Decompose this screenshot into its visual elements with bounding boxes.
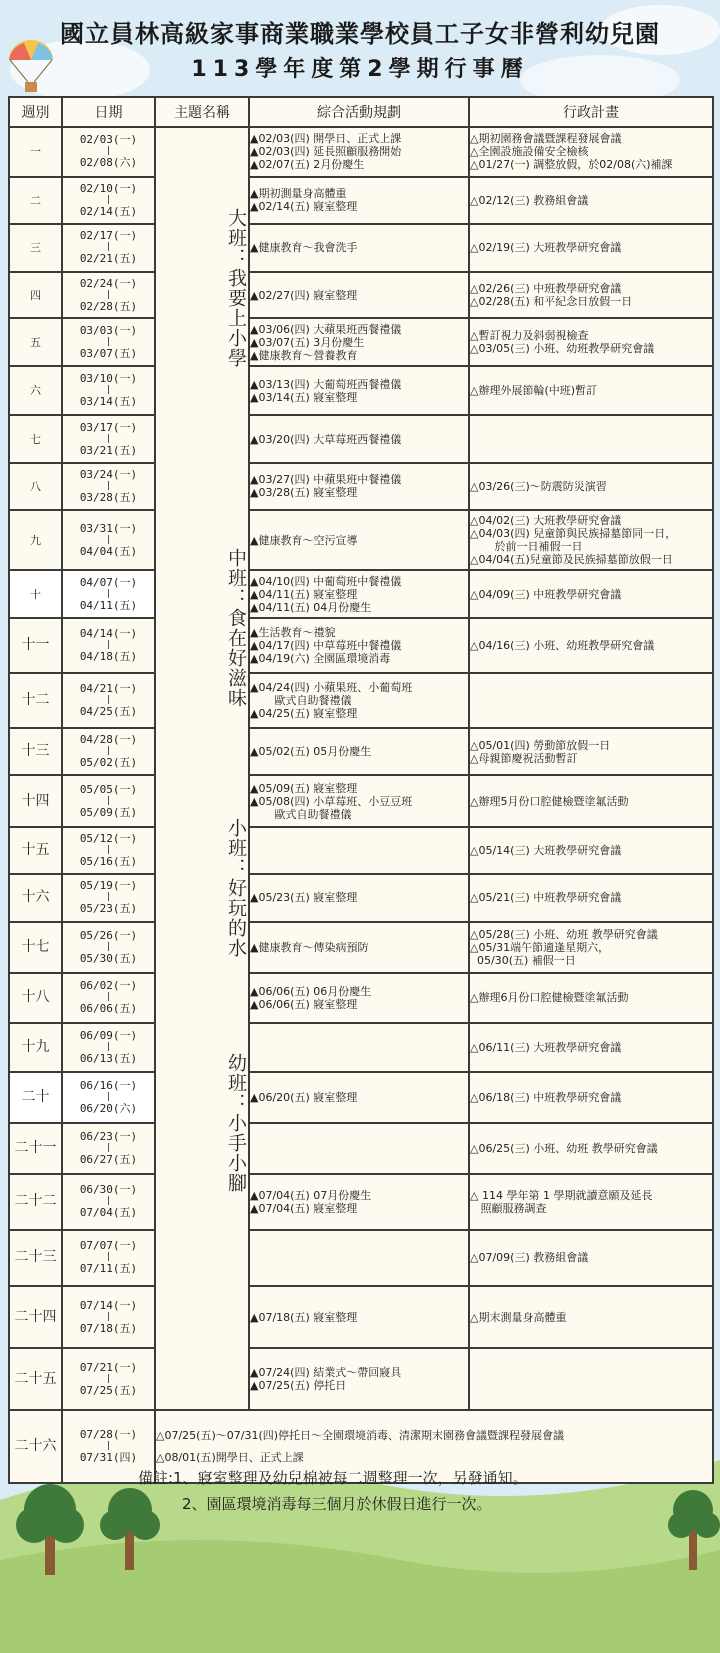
date-start: 02/03(一) (79, 133, 138, 147)
table-row (9, 415, 713, 463)
date-start: 04/14(一) (79, 627, 138, 641)
date-end: 06/27(五) (79, 1152, 138, 1166)
activity-line: ▲健康教育～空污宣導 (250, 533, 358, 547)
activity-cell (249, 922, 469, 973)
activity-line: ▲03/06(四) 大蘋果班西餐禮儀 (250, 322, 402, 336)
table-row (9, 922, 713, 973)
date-separator: | (105, 534, 112, 545)
activity-cell (249, 318, 469, 366)
activity-line: ▲07/04(五) 寢室整理 (250, 1201, 358, 1215)
date-start: 06/30(一) (79, 1183, 138, 1197)
table-row (9, 673, 713, 728)
admin-line: 於前一日補假一日 (470, 540, 583, 554)
date-end: 04/18(五) (79, 650, 138, 664)
date-start: 05/19(一) (79, 879, 138, 893)
date-start: 03/24(一) (79, 467, 138, 481)
date-cell (62, 922, 155, 973)
activity-cell (249, 463, 469, 510)
admin-line: △04/16(三) 小班、幼班教學研究會議 (470, 639, 655, 653)
activity-cell (249, 874, 469, 922)
date-cell (62, 127, 155, 177)
activity-line: 歐式自助餐禮儀 (250, 694, 352, 708)
date-start: 07/28(一) (79, 1428, 138, 1441)
week-cell: 二十四 (9, 1286, 62, 1348)
admin-cell (469, 463, 713, 510)
date-cell (62, 1123, 155, 1174)
calendar-table (8, 96, 714, 1484)
date-cell (62, 775, 155, 827)
date-cell (62, 272, 155, 319)
activity-line: ▲07/18(五) 寢室整理 (250, 1310, 358, 1324)
date-end: 07/25(五) (79, 1383, 138, 1397)
date-separator: | (105, 695, 112, 706)
date-end: 05/09(五) (79, 805, 138, 819)
date-separator: | (105, 1373, 112, 1384)
date-cell (62, 827, 155, 874)
week-cell: 二十六 (9, 1410, 62, 1483)
date-start: 06/23(一) (79, 1129, 138, 1143)
admin-line: △ 114 學年第 1 學期就讀意願及延長 (470, 1188, 653, 1202)
date-separator: | (105, 588, 112, 599)
admin-cell (469, 1174, 713, 1230)
activity-line: △07/25(五)～07/31(四)停托日～全園環境消毒、清潔期末園務會議暨課程發展會議 (156, 1428, 565, 1442)
activity-cell (249, 1123, 469, 1174)
date-start: 02/24(一) (79, 276, 138, 290)
date-cell (62, 177, 155, 224)
week-cell: 七 (9, 415, 62, 463)
activity-line: ▲04/11(五) 04月份慶生 (250, 600, 372, 614)
week-cell: 六 (9, 366, 62, 415)
admin-cell (469, 618, 713, 673)
activity-line: ▲05/02(五) 05月份慶生 (250, 745, 372, 759)
activity-line: ▲02/03(四) 開學日、正式上課 (250, 132, 402, 146)
admin-line: △04/02(三) 大班教學研究會議 (470, 514, 622, 528)
activity-line: ▲02/07(五) 2月份慶生 (250, 158, 365, 172)
admin-line: △期初園務會議暨課程發展會議 (470, 132, 622, 146)
admin-line: △辦理外展節輪(中班)暫訂 (470, 384, 598, 398)
date-separator: | (105, 385, 112, 396)
date-start: 04/28(一) (79, 733, 138, 747)
week-cell: 十 (9, 570, 62, 618)
date-separator: | (105, 746, 112, 757)
date-cell (62, 1072, 155, 1123)
activity-cell (249, 1023, 469, 1072)
date-separator: | (105, 336, 112, 347)
week-cell: 八 (9, 463, 62, 510)
date-start: 05/05(一) (79, 782, 138, 796)
admin-line: △全園設施設備安全檢核 (470, 145, 589, 159)
date-separator: | (105, 892, 112, 903)
activity-cell (249, 366, 469, 415)
week-cell: 十七 (9, 922, 62, 973)
table-row (9, 463, 713, 510)
page-subtitle: 113學年度第2學期行事曆 (191, 57, 529, 82)
admin-line: △04/04(五)兒童節及民族掃墓節放假一日 (470, 553, 673, 567)
activity-line: ▲03/27(四) 中蘋果班中餐禮儀 (250, 473, 402, 487)
admin-line: △03/05(三) 小班、幼班教學研究會議 (470, 342, 655, 356)
activity-line: ▲02/14(五) 寢室整理 (250, 200, 358, 214)
date-separator: | (105, 845, 112, 856)
table-header-row (9, 97, 713, 127)
activity-line: △08/01(五)開學日、正式上課 (156, 1450, 304, 1464)
week-cell: 三 (9, 224, 62, 272)
table-row (9, 1348, 713, 1410)
table-row (9, 728, 713, 775)
date-start: 06/16(一) (79, 1078, 138, 1092)
admin-cell (469, 415, 713, 463)
date-end: 07/18(五) (79, 1321, 138, 1335)
date-end: 06/20(六) (79, 1101, 138, 1115)
admin-cell (469, 366, 713, 415)
date-separator: | (105, 795, 112, 806)
activity-cell (249, 1230, 469, 1286)
table-row (9, 366, 713, 415)
date-end: 07/31(四) (79, 1451, 138, 1464)
date-cell (62, 224, 155, 272)
date-start: 04/07(一) (79, 575, 138, 589)
date-cell (62, 673, 155, 728)
theme-label: 小班：好玩的水 (225, 818, 247, 958)
column-header: 日期 (62, 97, 155, 127)
admin-line: △06/11(三) 大班教學研究會議 (470, 1040, 622, 1054)
activity-cell (249, 973, 469, 1023)
admin-line: △暫訂視力及斜弱視檢查 (470, 329, 589, 343)
date-end: 06/06(五) (79, 1002, 138, 1016)
date-cell (62, 318, 155, 366)
date-separator: | (105, 1311, 112, 1322)
date-separator: | (105, 289, 112, 300)
date-end: 07/11(五) (79, 1262, 138, 1276)
admin-cell (469, 673, 713, 728)
week-cell: 九 (9, 510, 62, 570)
activity-cell (249, 272, 469, 319)
admin-cell (469, 177, 713, 224)
date-end: 05/23(五) (79, 902, 138, 916)
date-end: 04/11(五) (79, 598, 138, 612)
date-start: 07/21(一) (79, 1360, 138, 1374)
activity-line: ▲生活教育～禮貌 (250, 626, 336, 640)
admin-line: △辦理5月份口腔健檢暨塗氟活動 (470, 794, 629, 808)
admin-line: △02/28(五) 和平紀念日放假一日 (470, 295, 633, 309)
activity-line: ▲04/17(四) 中草莓班中餐禮儀 (250, 639, 402, 653)
activity-line: 歐式自助餐禮儀 (250, 807, 352, 821)
week-cell: 二十五 (9, 1348, 62, 1410)
activity-line: ▲05/23(五) 寢室整理 (250, 891, 358, 905)
date-separator: | (105, 1041, 112, 1052)
admin-cell (469, 224, 713, 272)
date-start: 05/12(一) (79, 832, 138, 846)
admin-line: △期末測量身高體重 (470, 1310, 567, 1324)
date-cell (62, 874, 155, 922)
activity-line: ▲04/24(四) 小蘋果班、小葡萄班 (250, 681, 413, 695)
note-line-2: 2、園區環境消毒每三個月於休假日進行一次。 (182, 1495, 492, 1513)
column-header: 週別 (9, 97, 62, 127)
date-separator: | (105, 1196, 112, 1207)
date-cell (62, 1230, 155, 1286)
activity-cell (249, 510, 469, 570)
theme-label: 大班：我要上小學 (225, 208, 247, 368)
date-cell (62, 1286, 155, 1348)
date-end: 04/25(五) (79, 705, 138, 719)
date-start: 03/17(一) (79, 420, 138, 434)
date-cell (62, 415, 155, 463)
activity-cell (249, 827, 469, 874)
table-row (9, 775, 713, 827)
column-header: 行政計畫 (469, 97, 713, 127)
table-row (9, 973, 713, 1023)
calendar-body (9, 127, 713, 1483)
date-end: 03/14(五) (79, 395, 138, 409)
date-separator: | (105, 1091, 112, 1102)
date-end: 03/07(五) (79, 346, 138, 360)
date-separator: | (105, 941, 112, 952)
admin-line: 05/30(五) 補假一日 (470, 953, 576, 967)
note-line-1: 備註:1、寢室整理及幼兒棉被每二週整理一次，另發通知。 (138, 1469, 528, 1487)
table-row (9, 318, 713, 366)
admin-line: △05/28(三) 小班、幼班 教學研究會議 (470, 927, 658, 941)
admin-line: △07/09(三) 教務組會議 (470, 1251, 589, 1265)
admin-cell (469, 827, 713, 874)
page-title: 國立員林高級家事商業職業學校員工子女非營利幼兒園 (60, 20, 660, 48)
admin-cell (469, 1072, 713, 1123)
table-row (9, 1123, 713, 1174)
activity-cell (249, 1348, 469, 1410)
activity-line: ▲07/24(四) 結業式～帶回寢具 (250, 1366, 402, 1380)
activity-line: ▲健康教育～傳染病預防 (250, 940, 369, 954)
date-start: 02/17(一) (79, 229, 138, 243)
date-start: 07/14(一) (79, 1298, 138, 1312)
activity-cell (249, 570, 469, 618)
date-start: 03/31(一) (79, 521, 138, 535)
activity-cell (249, 127, 469, 177)
table-row (9, 177, 713, 224)
admin-cell (469, 973, 713, 1023)
date-cell (62, 463, 155, 510)
date-separator: | (105, 1441, 112, 1451)
week-cell: 一 (9, 127, 62, 177)
table-row (9, 827, 713, 874)
theme-label: 中班：食在好滋味 (225, 548, 247, 708)
date-start: 05/26(一) (79, 928, 138, 942)
week-cell: 二十三 (9, 1230, 62, 1286)
week-cell: 二十 (9, 1072, 62, 1123)
table-row (9, 272, 713, 319)
admin-cell (469, 1286, 713, 1348)
activity-line: ▲03/20(四) 大草莓班西餐禮儀 (250, 432, 402, 446)
date-start: 06/02(一) (79, 979, 138, 993)
column-header: 主題名稱 (155, 97, 249, 127)
date-end: 04/04(五) (79, 544, 138, 558)
admin-cell (469, 728, 713, 775)
date-cell (62, 973, 155, 1023)
activity-cell (249, 177, 469, 224)
date-start: 04/21(一) (79, 682, 138, 696)
activity-line: ▲期初測量身高體重 (250, 187, 347, 201)
activity-line: ▲03/14(五) 寢室整理 (250, 390, 358, 404)
date-end: 03/21(五) (79, 443, 138, 457)
activity-line: ▲05/09(五) 寢室整理 (250, 781, 358, 795)
activity-line: ▲健康教育～營養教育 (250, 348, 358, 362)
week-cell: 五 (9, 318, 62, 366)
date-start: 06/09(一) (79, 1028, 138, 1042)
admin-line: △04/09(三) 中班教學研究會議 (470, 587, 622, 601)
admin-line: △02/19(三) 大班教學研究會議 (470, 241, 622, 255)
week-cell: 四 (9, 272, 62, 319)
admin-cell (469, 1348, 713, 1410)
activity-line: ▲02/03(四) 延長照顧服務開始 (250, 145, 402, 159)
tree-right-icon (665, 1475, 720, 1575)
activity-line: ▲健康教育～我會洗手 (250, 241, 358, 255)
table-row (9, 1230, 713, 1286)
activity-cell (249, 224, 469, 272)
table-row (9, 510, 713, 570)
date-cell (62, 510, 155, 570)
column-header: 綜合活動規劃 (249, 97, 469, 127)
admin-cell (469, 1123, 713, 1174)
date-separator: | (105, 480, 112, 491)
date-separator: | (105, 433, 112, 444)
activity-cell (249, 1174, 469, 1230)
admin-line: △05/31端午節適逢星期六， (470, 940, 610, 954)
week-cell: 二十一 (9, 1123, 62, 1174)
activity-cell (249, 775, 469, 827)
date-cell (62, 1174, 155, 1230)
admin-line: 照顧服務調查 (470, 1201, 547, 1215)
table-row (9, 874, 713, 922)
date-end: 05/16(五) (79, 855, 138, 869)
activity-line: ▲04/11(五) 寢室整理 (250, 587, 358, 601)
date-end: 02/08(六) (79, 156, 138, 170)
admin-line: △02/12(三) 教務組會議 (470, 193, 589, 207)
admin-line: △05/21(三) 中班教學研究會議 (470, 891, 622, 905)
date-separator: | (105, 992, 112, 1003)
activity-line: ▲07/25(五) 停托日 (250, 1379, 347, 1393)
admin-cell (469, 510, 713, 570)
week-cell: 十八 (9, 973, 62, 1023)
admin-line: △06/25(三) 小班、幼班 教學研究會議 (470, 1141, 658, 1155)
date-start: 07/07(一) (79, 1239, 138, 1253)
table-row (9, 127, 713, 177)
activity-line: ▲04/10(四) 中葡萄班中餐禮儀 (250, 574, 402, 588)
date-cell (62, 366, 155, 415)
week-cell: 二 (9, 177, 62, 224)
table-row (9, 1174, 713, 1230)
admin-line: △母親節慶祝活動暫訂 (470, 751, 578, 765)
activity-line: ▲04/19(六) 全園區環境消毒 (250, 652, 391, 666)
date-start: 03/03(一) (79, 323, 138, 337)
table-row (9, 618, 713, 673)
date-cell (62, 570, 155, 618)
week-cell: 十五 (9, 827, 62, 874)
date-separator: | (105, 1142, 112, 1153)
week-cell: 十二 (9, 673, 62, 728)
admin-cell (469, 127, 713, 177)
admin-cell (469, 570, 713, 618)
table-row (9, 224, 713, 272)
activity-cell (249, 415, 469, 463)
date-cell (62, 1023, 155, 1072)
activity-cell (249, 728, 469, 775)
date-separator: | (105, 194, 112, 205)
admin-line: △03/26(三)～防震防災演習 (470, 479, 607, 493)
date-cell (62, 728, 155, 775)
admin-line: △04/03(四) 兒童節與民族掃墓節同一日， (470, 527, 677, 541)
notes (138, 1465, 528, 1517)
activity-cell (249, 618, 469, 673)
date-separator: | (105, 640, 112, 651)
date-end: 02/14(五) (79, 204, 138, 218)
activity-cell (249, 1072, 469, 1123)
table-row (9, 1286, 713, 1348)
table-row (9, 570, 713, 618)
date-end: 07/04(五) (79, 1206, 138, 1220)
date-cell (62, 1348, 155, 1410)
date-end: 05/30(五) (79, 951, 138, 965)
week-cell: 十六 (9, 874, 62, 922)
theme-cell (155, 127, 249, 1410)
admin-cell (469, 272, 713, 319)
activity-line: ▲03/28(五) 寢室整理 (250, 486, 358, 500)
activity-line: ▲04/25(五) 寢室整理 (250, 707, 358, 721)
admin-line: △02/26(三) 中班教學研究會議 (470, 282, 622, 296)
activity-line: ▲07/04(五) 07月份慶生 (250, 1188, 372, 1202)
date-separator: | (105, 1252, 112, 1263)
date-separator: | (105, 146, 112, 157)
activity-line: ▲03/07(五) 3月份慶生 (250, 335, 365, 349)
admin-line: △05/14(三) 大班教學研究會議 (470, 844, 622, 858)
week-cell: 十四 (9, 775, 62, 827)
admin-cell (469, 318, 713, 366)
activity-line: ▲05/08(四) 小草莓班、小豆豆班 (250, 794, 413, 808)
table-row (9, 1023, 713, 1072)
date-end: 02/28(五) (79, 299, 138, 313)
admin-line: △辦理6月份口腔健檢暨塗氟活動 (470, 991, 629, 1005)
activity-cell (249, 1286, 469, 1348)
date-end: 05/02(五) (79, 756, 138, 770)
activity-line: ▲03/13(四) 大葡萄班西餐禮儀 (250, 377, 402, 391)
week-cell: 十九 (9, 1023, 62, 1072)
admin-cell (469, 874, 713, 922)
week-cell: 十三 (9, 728, 62, 775)
admin-line: △06/18(三) 中班教學研究會議 (470, 1090, 622, 1104)
date-end: 02/21(五) (79, 252, 138, 266)
activity-line: ▲06/20(五) 寢室整理 (250, 1090, 358, 1104)
week-cell: 二十二 (9, 1174, 62, 1230)
table-row (9, 1072, 713, 1123)
date-end: 06/13(五) (79, 1051, 138, 1065)
admin-cell (469, 1023, 713, 1072)
activity-line: ▲06/06(五) 寢室整理 (250, 997, 358, 1011)
date-separator: | (105, 242, 112, 253)
date-start: 03/10(一) (79, 372, 138, 386)
date-cell (62, 618, 155, 673)
activity-cell (249, 673, 469, 728)
admin-line: △01/27(一) 調整放假，於02/08(六)補課 (470, 158, 673, 172)
admin-cell (469, 775, 713, 827)
date-start: 02/10(一) (79, 181, 138, 195)
admin-cell (469, 922, 713, 973)
theme-label: 幼班：小手小腳 (225, 1053, 247, 1193)
activity-line: ▲02/27(四) 寢室整理 (250, 288, 358, 302)
week-cell: 十一 (9, 618, 62, 673)
tree-left-icon (10, 1470, 90, 1580)
admin-line: △05/01(四) 勞動節放假一日 (470, 738, 611, 752)
date-end: 03/28(五) (79, 490, 138, 504)
activity-line: ▲06/06(五) 06月份慶生 (250, 984, 372, 998)
admin-cell (469, 1230, 713, 1286)
